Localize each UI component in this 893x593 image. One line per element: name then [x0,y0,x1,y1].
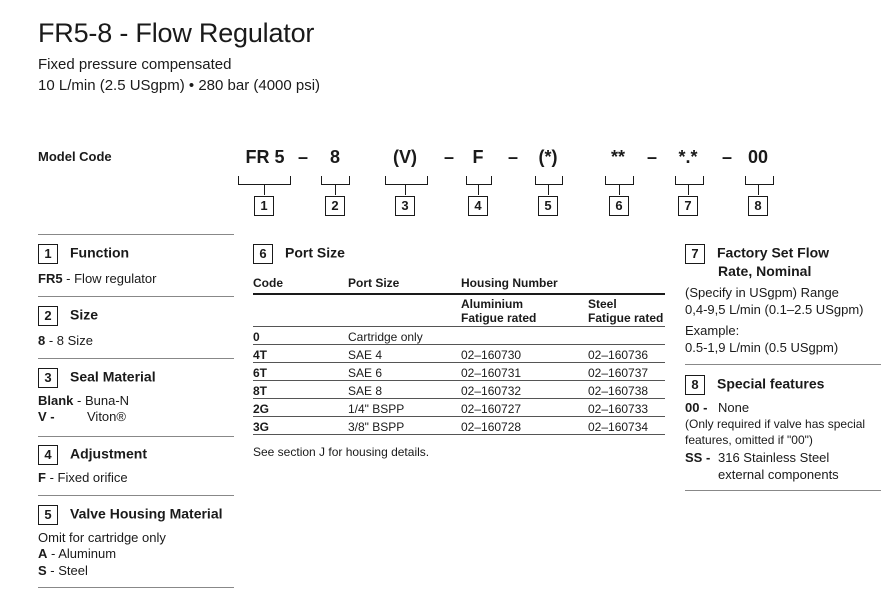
row-port: Cartridge only [348,327,461,345]
divider [38,234,234,235]
table-row [253,345,665,363]
row-steel: 02–160738 [588,381,665,399]
special-option-ss-code: SS - [685,450,711,465]
model-code-bracket [745,176,774,185]
model-code-stem [688,185,689,195]
model-code-part-adjustment: F [472,147,484,167]
housing-note: See section J for housing details. [253,445,430,459]
table-row [253,399,665,417]
divider [38,296,234,297]
section-special-features-heading [685,375,824,395]
special-note-line2: features, omitted if "00") [685,433,813,447]
column-header-code: Code [253,276,283,290]
section-title: Valve Housing Material [70,505,223,522]
model-code-stem [405,185,406,195]
model-code-bracket [675,176,704,185]
section-housing-heading [38,505,223,525]
section-adjustment-heading [38,445,147,465]
model-code-part-special: 00 [747,147,769,167]
row-aluminium: 02–160727 [461,399,588,417]
model-code-number-box: 6 [609,196,629,216]
section-title: Port Size [285,244,345,261]
row-steel [588,327,665,345]
model-code-stem [478,185,479,195]
column-header-aluminium-sub: Fatigue rated [461,311,537,325]
subtitle-line-1: Fixed pressure compensated [38,56,232,73]
function-option: FR5 - Flow regulator [38,271,157,286]
model-code-number-box: 2 [325,196,345,216]
divider [685,364,881,365]
section-flow-rate-heading-line2: Rate, Nominal [718,263,812,279]
divider [38,436,234,437]
model-code-part-fr5: FR 5 [245,147,285,167]
model-code-label: Model Code [38,149,112,164]
column-header-steel-sub: Fatigue rated [588,311,664,325]
special-option-00-code: 00 - [685,400,708,415]
section-number: 6 [253,244,273,264]
row-aluminium: 02–160730 [461,345,588,363]
section-function-heading [38,244,129,264]
row-aluminium [461,327,588,345]
model-code-dash: – [443,147,455,167]
port-size-table [253,327,665,435]
flow-rate-example-label: Example: [685,323,740,338]
page-title: FR5-8 - Flow Regulator [38,18,315,48]
row-port: SAE 4 [348,345,461,363]
model-code-bracket [238,176,291,185]
section-title: Size [70,306,99,323]
model-code-part-port: ** [610,147,626,167]
model-code-number-box: 4 [468,196,488,216]
housing-option-s: S - Steel [38,563,88,578]
model-code-stem [619,185,620,195]
row-steel: 02–160737 [588,363,665,381]
table-row [253,327,665,345]
model-code-dash: – [297,147,309,167]
model-code-bracket [321,176,350,185]
section-title: Function [70,244,130,261]
section-number: 2 [38,306,58,326]
row-steel: 02–160734 [588,417,665,435]
model-code-number-box: 3 [395,196,415,216]
table-row [253,381,665,399]
special-option-ss-text1: 316 Stainless Steel [718,450,830,465]
model-code-stem [264,185,265,195]
column-header-housing-number: Housing Number [461,276,558,290]
row-code: 0 [253,327,348,345]
special-option-00-text: None [718,400,750,415]
row-code: 4T [253,345,348,363]
row-port: 1/4" BSPP [348,399,461,417]
row-code: 2G [253,399,348,417]
model-code-bracket [605,176,634,185]
section-number: 8 [685,375,705,395]
section-seal-heading [38,368,156,388]
model-code-dash: – [721,147,733,167]
flow-rate-range-value: 0,4-9,5 L/min (0.1–2.5 USgpm) [685,302,864,317]
section-number: 7 [685,244,705,264]
section-title: Seal Material [70,368,156,385]
row-aluminium: 02–160732 [461,381,588,399]
model-code-number-box: 1 [254,196,274,216]
flow-rate-example-value: 0.5-1,9 L/min (0.5 USgpm) [685,340,839,355]
model-code-part-seal: (V) [393,147,417,167]
divider [38,495,234,496]
adjustment-option: F - Fixed orifice [38,470,128,485]
model-code-bracket [466,176,492,185]
housing-option-a: A - Aluminum [38,546,117,561]
table-top-rule [253,293,665,295]
seal-option-v: V - [38,409,55,424]
section-title: Special features [717,375,825,392]
model-code-part-flow: *.* [678,147,698,167]
special-note-line1: (Only required if valve has special [685,417,866,431]
section-number: 5 [38,505,58,525]
model-code-part-size: 8 [329,147,341,167]
model-code-stem [758,185,759,195]
model-code-number-box: 7 [678,196,698,216]
section-title: Factory Set Flow [717,244,830,261]
row-port: SAE 6 [348,363,461,381]
column-header-port-size: Port Size [348,276,400,290]
row-port: SAE 8 [348,381,461,399]
section-title: Adjustment [70,445,147,462]
model-code-number-box: 5 [538,196,558,216]
model-code-dash: – [646,147,658,167]
model-code-number-box: 8 [748,196,768,216]
model-code-stem [548,185,549,195]
size-option: 8 - 8 Size [38,333,93,348]
row-aluminium: 02–160731 [461,363,588,381]
model-code-part-housing: (*) [538,147,558,167]
row-steel: 02–160733 [588,399,665,417]
special-option-ss-text2: external components [718,467,839,482]
section-number: 3 [38,368,58,388]
row-aluminium: 02–160728 [461,417,588,435]
divider [685,490,881,491]
row-port: 3/8" BSPP [348,417,461,435]
section-port-size-heading [253,244,345,264]
section-flow-rate-heading [685,244,829,264]
column-header-steel: Steel [588,297,617,311]
seal-option-blank: Blank - Buna-N [38,393,130,408]
row-steel: 02–160736 [588,345,665,363]
model-code-stem [335,185,336,195]
row-code: 6T [253,363,348,381]
column-header-aluminium: Aluminium [461,297,523,311]
section-number: 1 [38,244,58,264]
model-code-dash: – [507,147,519,167]
flow-rate-range-label: (Specify in USgpm) Range [685,285,839,300]
divider [38,587,234,588]
section-number: 4 [38,445,58,465]
table-row [253,363,665,381]
model-code-bracket [535,176,563,185]
subtitle-line-2: 10 L/min (2.5 USgpm) • 280 bar (4000 psi) [38,77,321,94]
section-size-heading [38,306,98,326]
table-row [253,417,665,435]
row-code: 8T [253,381,348,399]
housing-omit-note: Omit for cartridge only [38,530,166,545]
model-code-bracket [385,176,428,185]
divider [38,358,234,359]
seal-option-v-text: Viton® [87,409,126,424]
row-code: 3G [253,417,348,435]
